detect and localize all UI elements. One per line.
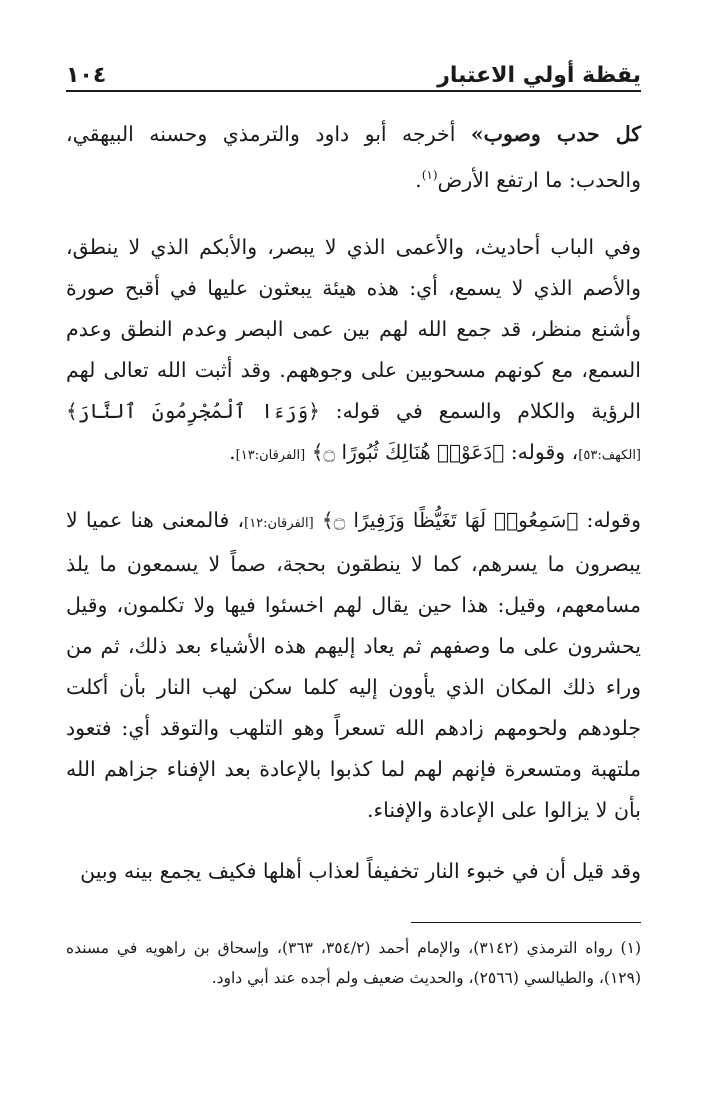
quran-verse-1: ﴿وَرَءَا ٱلْمُجْرِمُونَ ٱلنَّارَ﴾ (66, 398, 320, 423)
running-title: يقظة أولي الاعتبار (437, 63, 641, 88)
paragraph-1-text: أخرجه أبو داود والترمذي وحسنه البيهقي، والحدب: ما ارتفع الأرض (66, 122, 641, 192)
book-page (66, 52, 641, 1008)
hadith-fragment: كل حدب وصوب» (470, 122, 641, 146)
paragraph-1 (66, 114, 641, 201)
quran-verse-3: ﴿سَمِعُوا۟ لَهَا تَغَيُّظًا وَزَفِيرًا ۝﴾ (321, 507, 579, 532)
footnote-divider (411, 922, 641, 923)
paragraph-2-text-a: وفي الباب أحاديث، والأعمى الذي لا يبصر، والأبكم الذي لا ينطق، والأصم الذي لا يسمع، أي: هذه هيئة يبعثون عليها في أقبح صورة وأشنع منظر، قد جمع الله لهم بين عمى البصر وعدم النطق وعدم السمع، مع كونهم مسحوبين على وجوههم. وقد أثبت الله تعالى لهم الرؤية والكلام والسمع في قوله: (66, 234, 642, 423)
paragraph-2-end: . (229, 439, 236, 464)
paragraph-3 (66, 500, 641, 831)
paragraph-3-text-b: ، فالمعنى هنا عميا لا يبصرون ما يسرهم، كما لا ينطقون بحجة، صماً لا يسمعون ما يلذ مسامعهم، وقيل: هذا حين يقال لهم اخسئوا فيها ولا تكلمون، وقيل يحشرون على ما وصفهم ثم يعاد إليهم هذه الأشياء بعد ذلك، ثم من وراء ذلك المكان الذي يأوون إليه كلما سكن لهب النار بأن أكلت جلودهم ولحومهم زادهم الله تسعراً وهو التلهب والتوقد أي: فتعود ملتهبة ومتسعرة فإنهم لهم لما كذبوا بالإعادة بعد الإفناء جزاهم الله بأن لا يزالوا على الإعادة والإفناء. (66, 507, 641, 822)
paragraph-1-end: . (415, 167, 422, 192)
footnote: (١) رواه الترمذي (٣١٤٢)، والإمام أحمد (٣٥٤/٢، ٣٦٣)، وإسحاق بن راهويه في مسنده (١٢٩)، والطيالسي (٢٥٦٦)، والحديث ضعيف ولم أجده عند أبي داود. (66, 938, 641, 987)
verse-reference-3: [الفرقان:١٢] (244, 515, 314, 531)
verse-reference-1: [الكهف:٥٣] (578, 447, 641, 463)
quran-verse-2: ﴿دَعَوْا۟ هُنَالِكَ ثُبُورًا ۝﴾ (311, 439, 505, 464)
footnote-marker: (١) (421, 168, 438, 182)
paragraph-2-text-b: ، وقوله: (504, 439, 579, 464)
paragraph-3-text-a: وقوله: (578, 507, 641, 532)
paragraph-4 (66, 851, 641, 892)
paragraph-2 (66, 227, 641, 476)
page-number: ١٠٤ (66, 63, 107, 88)
verse-reference-2: [الفرقان:١٣] (235, 447, 306, 463)
paragraph-4-text: وقد قيل أن في خبوء النار تخفيفاً لعذاب أهلها فكيف يجمع بينه وبين (80, 858, 641, 883)
running-header (66, 52, 641, 92)
